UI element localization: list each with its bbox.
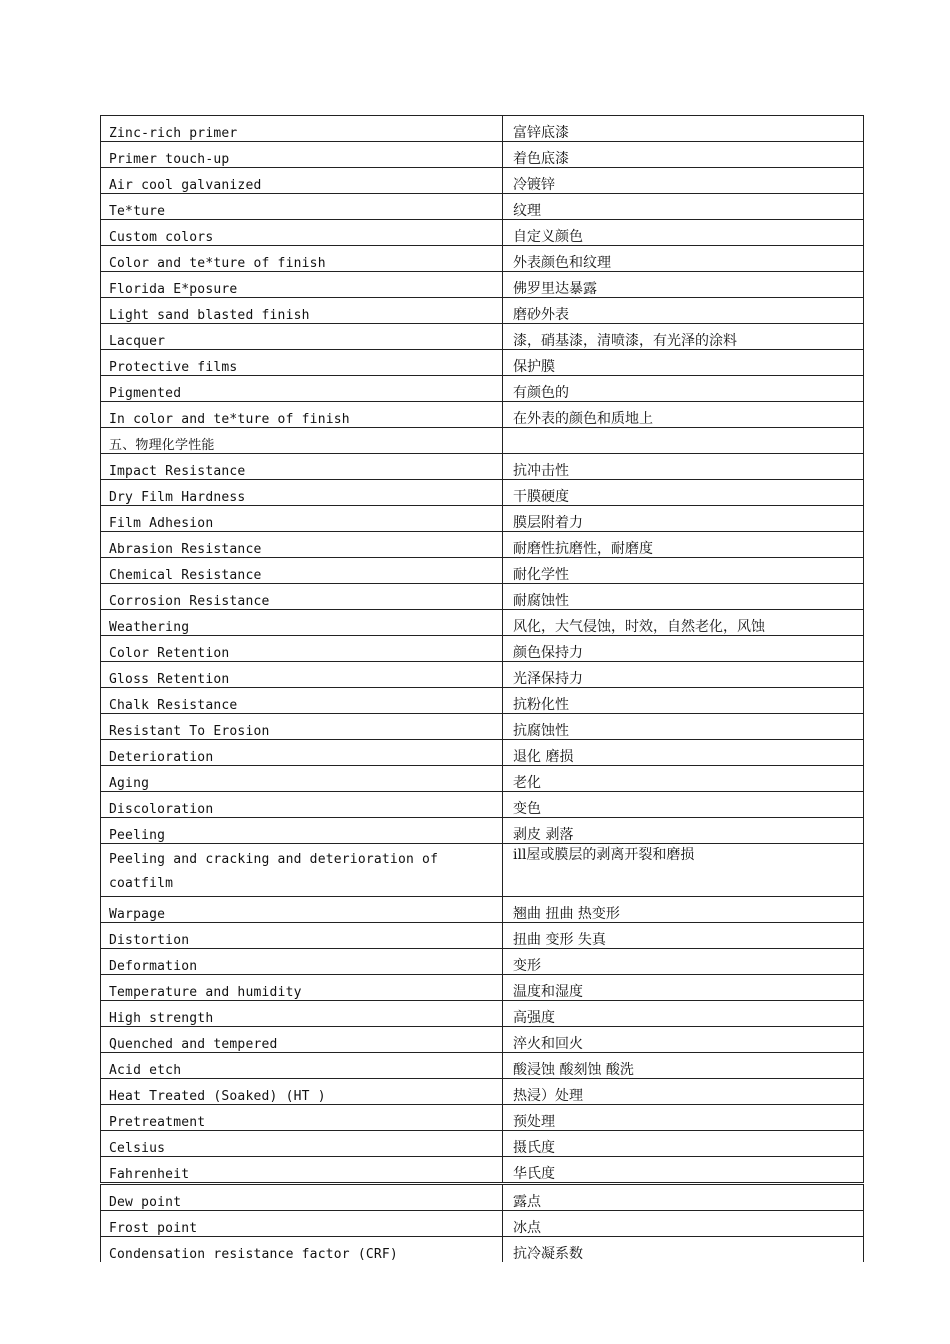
table-row bbox=[101, 532, 864, 558]
term-english: In color and te*ture of finish bbox=[101, 402, 503, 428]
term-chinese: 变色 bbox=[503, 792, 864, 818]
table-row bbox=[101, 454, 864, 480]
term-english: Zinc-rich primer bbox=[101, 116, 503, 142]
term-chinese: 佛罗里达暴露 bbox=[503, 272, 864, 298]
term-english: Film Adhesion bbox=[101, 506, 503, 532]
term-english: Abrasion Resistance bbox=[101, 532, 503, 558]
table-row bbox=[101, 558, 864, 584]
table-row bbox=[101, 688, 864, 714]
term-chinese: 冷镀锌 bbox=[503, 168, 864, 194]
term-english: 五、物理化学性能 bbox=[101, 428, 503, 454]
term-chinese: 在外表的颜色和质地上 bbox=[503, 402, 864, 428]
term-chinese: 露点 bbox=[503, 1185, 864, 1211]
term-english: Dew point bbox=[101, 1185, 503, 1211]
table-row bbox=[101, 376, 864, 402]
table-row bbox=[101, 1001, 864, 1027]
term-chinese: 耐磨性抗磨性，耐磨度 bbox=[503, 532, 864, 558]
term-english: Condensation resistance factor (CRF) bbox=[101, 1237, 503, 1263]
term-chinese: 华氏度 bbox=[503, 1157, 864, 1183]
term-english: Dry Film Hardness bbox=[101, 480, 503, 506]
table-row bbox=[101, 1079, 864, 1105]
term-chinese: 耐化学性 bbox=[503, 558, 864, 584]
table-row bbox=[101, 740, 864, 766]
table-row bbox=[101, 246, 864, 272]
term-english: Custom colors bbox=[101, 220, 503, 246]
term-english: Florida E*posure bbox=[101, 272, 503, 298]
table-row bbox=[101, 923, 864, 949]
table-row bbox=[101, 636, 864, 662]
table-row bbox=[101, 194, 864, 220]
table-row bbox=[101, 1185, 864, 1211]
term-chinese: 保护膜 bbox=[503, 350, 864, 376]
term-chinese: 淬火和回火 bbox=[503, 1027, 864, 1053]
table-row bbox=[101, 766, 864, 792]
table-row bbox=[101, 1053, 864, 1079]
term-english: Frost point bbox=[101, 1211, 503, 1237]
table-row bbox=[101, 844, 864, 897]
table-row bbox=[101, 220, 864, 246]
table-row bbox=[101, 402, 864, 428]
term-chinese bbox=[503, 428, 864, 454]
table-row bbox=[101, 1131, 864, 1157]
term-english: Impact Resistance bbox=[101, 454, 503, 480]
table-row bbox=[101, 792, 864, 818]
term-english: Air cool galvanized bbox=[101, 168, 503, 194]
term-english: Deterioration bbox=[101, 740, 503, 766]
term-chinese: 温度和湿度 bbox=[503, 975, 864, 1001]
term-chinese: 耐腐蚀性 bbox=[503, 584, 864, 610]
term-english: Distortion bbox=[101, 923, 503, 949]
table-row bbox=[101, 897, 864, 923]
term-chinese: 剥皮 剥落 bbox=[503, 818, 864, 844]
term-chinese: 翘曲 扭曲 热变形 bbox=[503, 897, 864, 923]
term-chinese: 酸浸蚀 酸刻蚀 酸洗 bbox=[503, 1053, 864, 1079]
table-row bbox=[101, 272, 864, 298]
term-english: Color Retention bbox=[101, 636, 503, 662]
term-english: Temperature and humidity bbox=[101, 975, 503, 1001]
term-chinese: 退化 磨损 bbox=[503, 740, 864, 766]
table-row bbox=[101, 584, 864, 610]
term-english: Lacquer bbox=[101, 324, 503, 350]
term-english: High strength bbox=[101, 1001, 503, 1027]
term-chinese: 着色底漆 bbox=[503, 142, 864, 168]
table-row bbox=[101, 975, 864, 1001]
term-chinese: 老化 bbox=[503, 766, 864, 792]
term-english: Peeling and cracking and deterioration of coatfilm bbox=[101, 844, 503, 897]
term-english: Fahrenheit bbox=[101, 1157, 503, 1183]
glossary-table-1-body bbox=[101, 116, 864, 1183]
term-chinese: 热浸）处理 bbox=[503, 1079, 864, 1105]
term-chinese: 膜层附着力 bbox=[503, 506, 864, 532]
term-english: Weathering bbox=[101, 610, 503, 636]
term-english: Aging bbox=[101, 766, 503, 792]
term-chinese: 颜色保持力 bbox=[503, 636, 864, 662]
table-row bbox=[101, 480, 864, 506]
table-row bbox=[101, 818, 864, 844]
term-english: Quenched and tempered bbox=[101, 1027, 503, 1053]
term-chinese: 自定义颜色 bbox=[503, 220, 864, 246]
term-chinese: 变形 bbox=[503, 949, 864, 975]
term-english: Heat Treated (Soaked) (HT ) bbox=[101, 1079, 503, 1105]
term-english: Pretreatment bbox=[101, 1105, 503, 1131]
table-row bbox=[101, 1211, 864, 1237]
table-row bbox=[101, 610, 864, 636]
term-chinese: 磨砂外表 bbox=[503, 298, 864, 324]
term-chinese: 风化，大气侵蚀，时效，自然老化，风蚀 bbox=[503, 610, 864, 636]
term-chinese: ill屋或膜层的剥离开裂和磨损 bbox=[503, 844, 864, 897]
table-row bbox=[101, 1237, 864, 1263]
table-row bbox=[101, 949, 864, 975]
table-row bbox=[101, 428, 864, 454]
table-row bbox=[101, 142, 864, 168]
term-english: Light sand blasted finish bbox=[101, 298, 503, 324]
table-row bbox=[101, 1157, 864, 1183]
term-english: Deformation bbox=[101, 949, 503, 975]
table-row bbox=[101, 714, 864, 740]
table-row bbox=[101, 350, 864, 376]
term-chinese: 预处理 bbox=[503, 1105, 864, 1131]
table-row bbox=[101, 298, 864, 324]
glossary-table-2-body bbox=[101, 1185, 864, 1263]
table-row bbox=[101, 1027, 864, 1053]
term-english: Resistant To Erosion bbox=[101, 714, 503, 740]
table-row bbox=[101, 662, 864, 688]
term-english: Te*ture bbox=[101, 194, 503, 220]
glossary-table-1 bbox=[100, 115, 864, 1183]
term-english: Primer touch-up bbox=[101, 142, 503, 168]
term-english: Warpage bbox=[101, 897, 503, 923]
term-english: Corrosion Resistance bbox=[101, 584, 503, 610]
term-english: Acid etch bbox=[101, 1053, 503, 1079]
glossary-table-2 bbox=[100, 1184, 864, 1262]
term-chinese: 抗腐蚀性 bbox=[503, 714, 864, 740]
term-english: Color and te*ture of finish bbox=[101, 246, 503, 272]
term-english: Chalk Resistance bbox=[101, 688, 503, 714]
term-chinese: 有颜色的 bbox=[503, 376, 864, 402]
term-chinese: 纹理 bbox=[503, 194, 864, 220]
term-english: Celsius bbox=[101, 1131, 503, 1157]
term-chinese: 抗冲击性 bbox=[503, 454, 864, 480]
term-english: Pigmented bbox=[101, 376, 503, 402]
term-chinese: 摄氏度 bbox=[503, 1131, 864, 1157]
table-row bbox=[101, 116, 864, 142]
term-chinese: 干膜硬度 bbox=[503, 480, 864, 506]
table-row bbox=[101, 1105, 864, 1131]
term-chinese: 冰点 bbox=[503, 1211, 864, 1237]
term-chinese: 光泽保持力 bbox=[503, 662, 864, 688]
term-chinese: 漆，硝基漆，清喷漆，有光泽的涂料 bbox=[503, 324, 864, 350]
term-english: Gloss Retention bbox=[101, 662, 503, 688]
term-english: Peeling bbox=[101, 818, 503, 844]
term-chinese: 富锌底漆 bbox=[503, 116, 864, 142]
term-chinese: 抗冷凝系数 bbox=[503, 1237, 864, 1263]
table-row bbox=[101, 168, 864, 194]
term-chinese: 高强度 bbox=[503, 1001, 864, 1027]
term-chinese: 抗粉化性 bbox=[503, 688, 864, 714]
term-chinese: 扭曲 变形 失真 bbox=[503, 923, 864, 949]
table-row bbox=[101, 324, 864, 350]
term-english: Chemical Resistance bbox=[101, 558, 503, 584]
term-english: Protective films bbox=[101, 350, 503, 376]
term-english: Discoloration bbox=[101, 792, 503, 818]
term-chinese: 外表颜色和纹理 bbox=[503, 246, 864, 272]
table-row bbox=[101, 506, 864, 532]
